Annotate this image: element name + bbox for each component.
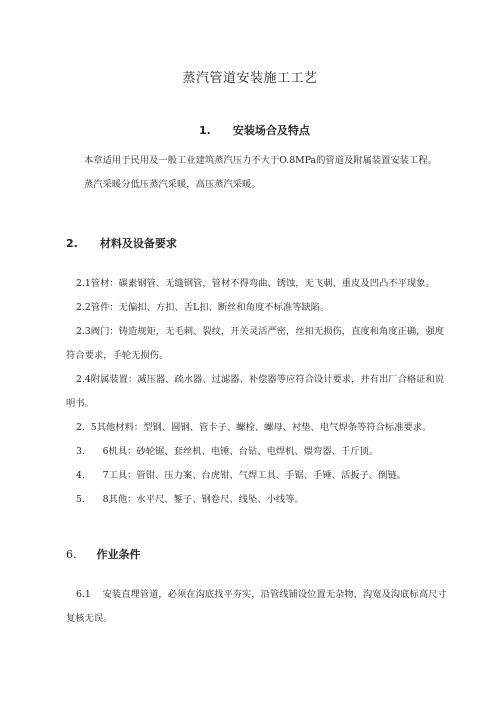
list-item: 2.1管材：碳素钢管、无缝钢管，管材不得弯曲、锈蚀，无飞刺、重皮及凹凸不平现象。 — [76, 278, 435, 289]
list-item: 5. 8其他：水平尺、錾子、钢卷尺、线坠、小线等。 — [76, 494, 304, 505]
list-item-continuation: 符合要求，手轮无损伤。 — [66, 350, 169, 361]
paragraph-line: 复核无误。 — [66, 613, 113, 624]
section-title: 材料及设备要求 — [99, 237, 177, 250]
section-number: 1. — [199, 124, 211, 137]
paragraph-line: 6.1 安装直埋管道，必须在沟底找平夯实，沿管线铺设位置无杂物，沟宽及沟底标高尺寸 — [76, 589, 447, 600]
list-item: 2. 5其他材料：型钢、圆钢、管卡子、螺栓、螺母、衬垫、电气焊条等符合标准要求。 — [76, 422, 432, 433]
section-number: 6. — [66, 548, 77, 561]
document-title: 蒸汽管道安装施工工艺 — [182, 71, 318, 86]
section-title: 作业条件 — [96, 548, 141, 561]
materials-list — [66, 272, 445, 512]
list-item: 4. 7工具：管钳、压力案、台虎钳、气焊工具、手锯、手锤、活扳子、倒链。 — [76, 470, 407, 481]
section-heading-2 — [66, 235, 177, 251]
section-number: 2. — [66, 237, 78, 250]
list-item-continuation: 明书。 — [66, 398, 94, 409]
section-heading-3 — [66, 546, 141, 562]
list-item: 2.2管件：无偏扣、方扣、舌L扣、断丝和角度不标准等缺陷。 — [76, 302, 330, 313]
section-heading-1 — [199, 122, 310, 138]
list-item: 2.3阀门：铸造规矩，无毛刺、裂纹，开关灵活严密，丝扣无损伤，直度和角度正确，强度 — [76, 326, 445, 337]
paragraph — [66, 583, 447, 631]
paragraph-line: 本章适用于民用及一般工业建筑蒸汽压力不大于O.8MPa的管道及附属装置安装工程。 — [84, 155, 437, 166]
paragraph-line: 蒸汽采暖分低压蒸汽采暖，高压蒸汽采暖。 — [84, 179, 261, 190]
list-item: 2.4附属装置：减压器、疏水器、过滤器、补偿器等应符合设计要求，并有出厂合格证和说 — [76, 374, 445, 385]
section-title: 安装场合及特点 — [232, 124, 310, 137]
paragraph — [66, 149, 436, 197]
list-item: 3. 6机具：砂轮锯、套丝机、电锤、台钻、电焊机、煨弯器、千斤顶。 — [76, 446, 379, 457]
